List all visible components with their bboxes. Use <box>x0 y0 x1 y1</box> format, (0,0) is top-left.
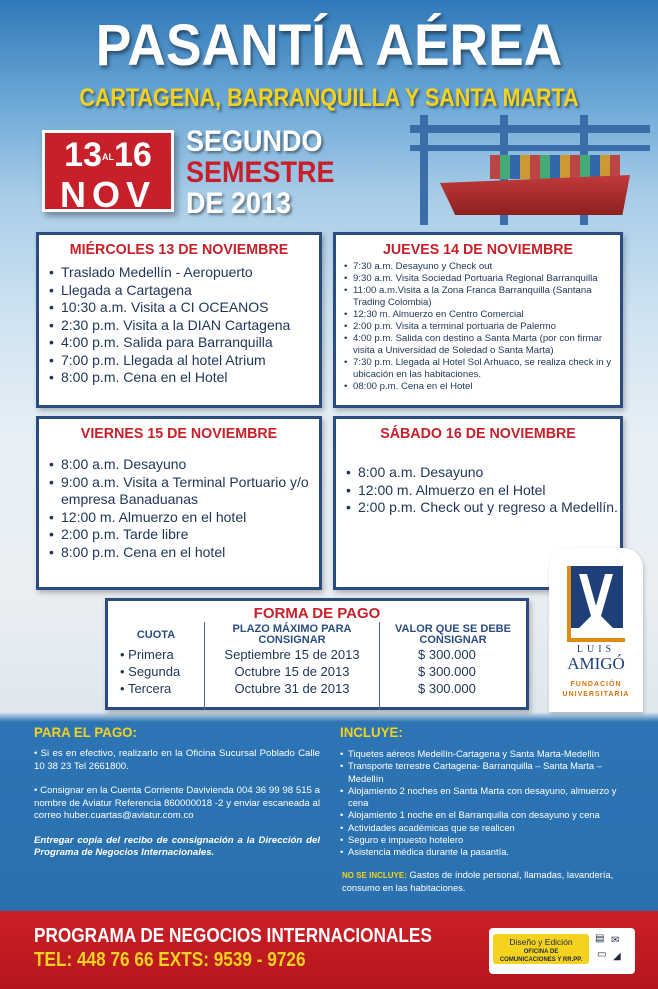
monitor-icon: ▭ <box>597 949 607 960</box>
list-item: • 2:00 p.m. Tarde libre <box>49 526 319 544</box>
day-title: VIERNES 15 DE NOVIEMBRE <box>80 425 278 442</box>
start-day: 13 <box>64 136 102 174</box>
list-item: • 9:30 a.m. Visita Sociedad Portuaria Regional Barranquilla <box>344 273 620 285</box>
day-title: JUEVES 14 DE NOVIEMBRE <box>382 241 574 258</box>
list-item: • Alojamiento 2 noches en Santa Marta con desayuno, almuerzo y cena <box>340 785 636 810</box>
university-logo <box>549 548 643 712</box>
semester-line-2: SEMESTRE <box>186 156 335 189</box>
col-header-plazo: PLAZO MÁXIMO PARA CONSIGNAR <box>232 623 352 646</box>
cuota-cell: • Primera <box>108 646 204 663</box>
payment-instruction-deposit: • Consignar en la Cuenta Corriente Davivienda 004 36 99 98 515 a nombre de Aviatur Referencia 860000018 -2 y enviar escaneada al correo huber.cuartas@aviatur.com.co <box>34 785 320 821</box>
list-item: • Asistencia médica durante la pasantía. <box>340 846 636 858</box>
day-title: MIÉRCOLES 13 DE NOVIEMBRE <box>69 241 289 258</box>
design-line-3: COMUNICACIONES Y RR.PP. <box>499 957 583 963</box>
list-item: • Tiquetes aéreos Medellín-Cartagena y Santa Marta-Medellín <box>340 748 636 760</box>
list-item: • 2:00 p.m. Visita a terminal portuaria de Palermo <box>344 321 620 333</box>
not-included-text: Gastos de índole personal, llamadas, lavandería, consumo en las habitaciones. <box>342 868 614 893</box>
list-item: • Traslado Medellín - Aeropuerto <box>49 264 319 282</box>
valor-cell: $ 300.000 <box>418 681 476 696</box>
list-item: • 8:00 a.m. Desayuno <box>346 464 620 482</box>
logo-line-2: UNIVERSITARIA <box>562 691 630 698</box>
envelope-icon: ✉ <box>611 935 620 946</box>
list-item: • 8:00 a.m. Desayuno <box>49 456 319 474</box>
list-item: • 8:00 p.m. Cena en el hotel <box>49 544 319 562</box>
list-item: • 2:30 p.m. Visita a la DIAN Cartagena <box>49 317 319 335</box>
list-item: • 8:00 p.m. Cena en el Hotel <box>49 369 319 387</box>
list-item: • 2:00 p.m. Check out y regreso a Medellín. <box>346 499 620 517</box>
plazo-cell: Octubre 31 de 2013 <box>234 681 350 696</box>
plazo-cell: Octubre 15 de 2013 <box>234 664 350 679</box>
list-item: • 7:00 p.m. Llegada al hotel Atrium <box>49 352 319 370</box>
logo-name-bottom: AMIGÓ <box>567 654 625 673</box>
day-box-wednesday <box>36 232 322 408</box>
list-item: • 12:30 m. Almuerzo en Centro Comercial <box>344 309 620 321</box>
communication-icons <box>593 933 631 969</box>
program-name: PROGRAMA DE NEGOCIOS INTERNACIONALES <box>34 925 432 947</box>
list-item: • Alojamiento 1 noche en el Barranquilla con desayuno y cena <box>340 809 636 821</box>
page-subtitle: CARTAGENA, BARRANQUILLA Y SANTA MARTA <box>79 84 579 112</box>
design-line-1: Diseño y Edición <box>509 937 573 947</box>
col-header-valor: VALOR QUE SE DEBE CONSIGNAR <box>395 623 511 646</box>
logo-line-1: FUNDACIÓN <box>570 681 622 688</box>
date-badge <box>42 130 174 216</box>
end-day: 16 <box>114 136 152 174</box>
month: NOV <box>59 174 156 216</box>
payment-title: FORMA DE PAGO <box>253 605 381 622</box>
megaphone-icon: ◢ <box>613 951 621 962</box>
list-item: • 4:00 p.m. Salida con destino a Santa Marta (por con firmar visita a Universidad de Soledad o Santa Marta) <box>344 333 620 357</box>
port-illustration <box>380 115 658 235</box>
design-credit <box>489 928 635 974</box>
day-box-thursday <box>333 232 623 408</box>
list-item: • 11:00 a.m.Visita a la Zona Franca Barranquilla (Santana Trading Colombia) <box>344 285 620 309</box>
list-item: • 4:00 p.m. Salida para Barranquilla <box>49 334 319 352</box>
list-item: • 10:30 a.m. Visita a CI OCEANOS <box>49 299 319 317</box>
plazo-cell: Septiembre 15 de 2013 <box>224 647 360 662</box>
valor-cell: $ 300.000 <box>418 664 476 679</box>
day-box-friday <box>36 416 322 590</box>
list-item: • Transporte terrestre Cartagena- Barranquilla – Santa Marta – Medellín <box>340 760 636 785</box>
payment-instructions-title: PARA EL PAGO: <box>34 724 137 740</box>
logo-name-top: LUIS <box>576 644 616 655</box>
list-item: • 12:00 m. Almuerzo en el Hotel <box>346 482 620 500</box>
list-item: • Seguro e impuesto hotelero <box>340 834 636 846</box>
cuota-cell: • Segunda <box>108 663 204 680</box>
payment-table <box>105 598 529 710</box>
list-item: • 7:30 p.m. Llegada al Hotel Sol Arhuaco, se realiza check in y ubicación en las habitaciones. <box>344 357 620 381</box>
list-item: • 12:00 m. Almuerzo en el hotel <box>49 509 319 527</box>
list-item: • Llegada a Cartagena <box>49 282 319 300</box>
col-header-cuota: CUOTA <box>136 629 176 641</box>
document-icon: ▤ <box>595 933 605 944</box>
not-included-label: NO SE INCLUYE: <box>342 870 407 880</box>
cuota-cell: • Tercera <box>108 680 204 697</box>
payment-instructions <box>34 724 320 872</box>
list-item: • Actividades académicas que se realicen <box>340 822 636 834</box>
contact-phone: TEL: 448 76 66 EXTS: 9539 - 9726 <box>34 949 306 971</box>
semester-heading <box>186 126 335 219</box>
payment-instruction-cash: • Si es en efectivo, realizarlo en la Oficina Sucursal Poblado Calle 10 38 23 Tel 2661800. <box>34 748 320 772</box>
date-connector: AL <box>102 152 114 163</box>
day-title: SÁBADO 16 DE NOVIEMBRE <box>380 425 576 442</box>
list-item: • 9:00 a.m. Visita a Terminal Portuario y/o empresa Banaduanas <box>49 474 319 509</box>
semester-line-1: SEGUNDO <box>186 125 323 158</box>
footer <box>0 911 658 989</box>
semester-line-3: DE 2013 <box>186 187 292 220</box>
includes-section <box>340 724 636 894</box>
payment-note: Entregar copia del recibo de consignación a la Dirección del Programa de Negocios Internacionales. <box>34 834 320 858</box>
page-title: PASANTÍA AÉREA <box>95 13 563 78</box>
includes-title: INCLUYE: <box>340 724 403 740</box>
not-included <box>340 869 636 895</box>
valor-cell: $ 300.000 <box>418 647 476 662</box>
luis-amigo-logo-mark <box>565 566 627 674</box>
list-item: • 08:00 p.m. Cena en el Hotel <box>344 381 620 393</box>
design-line-2: OFICINA DE <box>523 949 559 955</box>
list-item: • 7:30 a.m. Desayuno y Check out <box>344 261 620 273</box>
